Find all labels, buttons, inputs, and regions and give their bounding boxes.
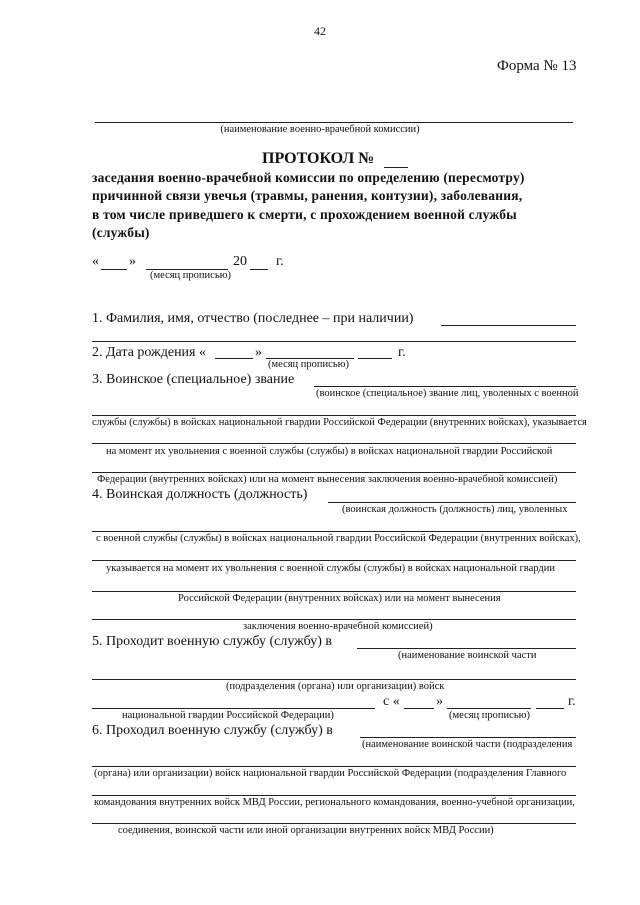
- subtitle-line-3: в том числе приведшего к смерти, с прохождением военной службы: [92, 207, 517, 222]
- subtitle-line-2: причинной связи увечья (травмы, ранения, контузии), заболевания,: [92, 188, 523, 203]
- field-2-year-suffix: г.: [398, 345, 406, 360]
- field-3-caption-1: (воинское (специальное) звание лиц, уволенных с военной: [316, 388, 579, 399]
- field-6-line-4[interactable]: [92, 823, 576, 824]
- field-1-line[interactable]: [441, 325, 576, 326]
- date-open-quote: «: [92, 254, 99, 269]
- field-6-caption-2: (органа) или организации) войск национальной гвардии Российской Федерации (подразделения Главного: [94, 768, 567, 779]
- field-6-caption-1: (наименование воинской части (подразделения: [362, 739, 573, 750]
- field-4-caption-3: указывается на момент их увольнения с военной службы (службы) в войсках национальной гвардии: [106, 563, 555, 574]
- field-6-line-2[interactable]: [92, 766, 576, 767]
- field-4-line[interactable]: [328, 502, 576, 503]
- field-2-year-line[interactable]: [358, 358, 392, 359]
- field-2-close-quote: »: [255, 345, 262, 360]
- field-4-caption-2: с военной службы (службы) в войсках национальной гвардии Российской Федерации (внутренних войсках),: [96, 533, 581, 544]
- field-3-caption-4: Федерации (внутренних войсках) или на момент вынесения заключения военно-врачебной комиссией): [97, 474, 558, 485]
- date-close-quote: »: [129, 254, 136, 269]
- protocol-number-line[interactable]: [384, 167, 408, 168]
- date-year-line[interactable]: [250, 269, 268, 270]
- field-5-year-suffix: г.: [568, 694, 576, 709]
- field-3-caption-3: на момент их увольнения с военной службы (службы) в войсках национальной гвардии Российской: [106, 446, 553, 457]
- field-3-label: 3. Воинское (специальное) звание: [92, 372, 295, 387]
- field-6-caption-4: соединения, воинской части или иной организации внутренних войск МВД России): [118, 825, 494, 836]
- field-2-label: 2. Дата рождения «: [92, 345, 206, 360]
- field-5-caption-2: (подразделения (органа) или организации) войск: [226, 681, 445, 692]
- subtitle-line-1: заседания военно-врачебной комиссии по определению (пересмотру): [92, 170, 525, 185]
- form-number: Форма № 13: [497, 58, 577, 74]
- field-5-day-line[interactable]: [404, 708, 434, 709]
- field-6-line-3[interactable]: [92, 795, 576, 796]
- field-3-line-3[interactable]: [92, 443, 576, 444]
- field-4-label: 4. Воинская должность (должность): [92, 487, 308, 502]
- subtitle-line-4: (службы): [92, 225, 150, 240]
- field-6-caption-3: командования внутренних войск МВД России, регионального командования, военно-учебной организации,: [94, 797, 575, 808]
- field-3-caption-2: службы (службы) в войсках национальной гвардии Российской Федерации (внутренних войсках), указывается: [92, 417, 587, 428]
- field-5-month-caption: (месяц прописью): [449, 710, 530, 721]
- field-5-month-line[interactable]: [447, 708, 531, 709]
- date-day-line[interactable]: [101, 269, 127, 270]
- field-3-line-2[interactable]: [92, 415, 576, 416]
- field-5-line-2[interactable]: [92, 679, 576, 680]
- date-month-caption: (месяц прописью): [150, 270, 231, 281]
- field-2-month-caption: (месяц прописью): [268, 359, 349, 370]
- field-5-caption-1: (наименование воинской части: [398, 650, 537, 661]
- field-4-caption-4: Российской Федерации (внутренних войсках) или на момент вынесения: [178, 593, 501, 604]
- field-1-label: 1. Фамилия, имя, отчество (последнее – при наличии): [92, 311, 414, 326]
- field-5-line-3[interactable]: [92, 708, 375, 709]
- field-5-year-line[interactable]: [536, 708, 564, 709]
- field-3-line-4[interactable]: [92, 472, 576, 473]
- field-4-line-3[interactable]: [92, 560, 576, 561]
- field-5-since-label: с «: [383, 694, 400, 709]
- field-5-close-quote: »: [436, 694, 443, 709]
- commission-name-line[interactable]: [95, 122, 573, 123]
- field-1-line-2[interactable]: [92, 341, 576, 342]
- field-6-label: 6. Проходил военную службу (службу) в: [92, 723, 333, 738]
- page-number: 42: [314, 24, 326, 38]
- field-2-day-line[interactable]: [215, 358, 253, 359]
- field-4-line-2[interactable]: [92, 531, 576, 532]
- field-3-line[interactable]: [314, 386, 576, 387]
- field-5-caption-3: национальной гвардии Российской Федерации): [122, 710, 334, 721]
- field-4-line-5[interactable]: [92, 619, 576, 620]
- field-5-label: 5. Проходит военную службу (службу) в: [92, 634, 333, 649]
- date-year-suffix: г.: [276, 254, 284, 269]
- field-4-caption-1: (воинская должность (должность) лиц, уволенных: [342, 504, 568, 515]
- field-5-line[interactable]: [357, 648, 576, 649]
- field-4-caption-5: заключения военно-врачебной комиссией): [243, 621, 433, 632]
- field-4-line-4[interactable]: [92, 591, 576, 592]
- field-6-line[interactable]: [360, 737, 576, 738]
- commission-caption: (наименование военно-врачебной комиссии): [220, 124, 420, 135]
- date-year-prefix: 20: [233, 254, 247, 269]
- protocol-title: ПРОТОКОЛ №: [262, 150, 375, 167]
